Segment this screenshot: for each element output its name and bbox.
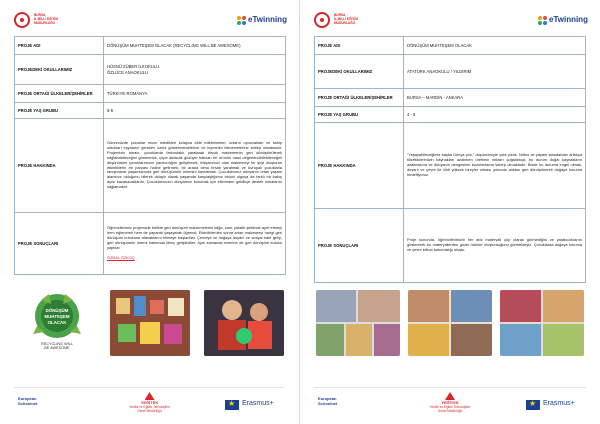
activity-collage-photo: [316, 290, 400, 356]
meb-subtitle: İL MİLLİ EĞİTİM MÜDÜRLÜĞÜ: [34, 17, 58, 25]
table-row: [315, 55, 586, 89]
photo-caption: RECYCLING WILL BE AWESOME: [40, 342, 74, 351]
european-schoolnet-logo: European Schoolnet: [18, 396, 38, 406]
row-label: PROJE SONUÇLARI: [315, 209, 404, 283]
row-value: 4 - 6: [404, 107, 586, 123]
row-value: "Yaşayabileceğimiz başka Dünya yok." düşüncesiyle yola çıktık. Nüfus ve yaşam standartları arttıkça tükettiklerimizin kaynakları azalırken üretimin miktarı çoğaldıkça, bu durum doğal kaynakların azalmasına ve dünyanın dengesinin bozulmasına sebep olmaktadır. Bizde bu duruma engel olmak, duyarlı ve çevre ile ilinti yüksek bireyler olması yolunda atıkları geri dönüştürerek doğaya koruma hedefliyoruz.: [404, 123, 586, 209]
eu-flag-icon: [225, 400, 239, 410]
yegitek-mark-icon: [445, 392, 455, 400]
row-value: DÖNÜŞÜM MUHTEŞEM OLACAK: [404, 37, 586, 55]
erasmus-logo: ★ Erasmus+: [526, 400, 584, 410]
yegitek-logo: YEĞİTEK Yenilik ve Eğitim Teknolojileri Genel Müdürlüğü: [115, 392, 185, 413]
activity-photo: [204, 290, 284, 356]
erasmus-logo: ★ Erasmus+: [225, 400, 283, 410]
row-value: 5-6: [104, 103, 286, 119]
right-page: [300, 0, 600, 424]
table-row: [315, 123, 586, 209]
row-label: PROJE ORTAĞI ÜLKELER/ŞEHİRLER: [315, 89, 404, 107]
row-value: HÜSNÜ ZÜBER İLKOKULU ÖZLÜCE ANAOKULU: [104, 55, 286, 85]
table-row: [15, 55, 286, 85]
page-footer: [314, 387, 586, 418]
table-row: [15, 213, 286, 275]
right-info-table: [314, 36, 586, 283]
etwinning-label: eTwinning: [549, 15, 588, 24]
left-photo-strip: [14, 290, 285, 360]
table-row: [15, 119, 286, 213]
row-value: DÖNÜŞÜM MUHTEŞEM OLACAK (RECYCLING WILL BE AWESOME): [104, 37, 286, 55]
row-label: PROJEDEKİ OKULLARIMIZ: [315, 55, 404, 89]
row-label: PROJE ORTAĞI ÜLKELER/ŞEHİRLER: [15, 85, 104, 103]
project-logo-image: [20, 290, 94, 356]
meb-logo: [314, 12, 374, 34]
row-label: PROJEDEKİ OKULLARIMIZ: [15, 55, 104, 85]
row-value: [104, 213, 286, 275]
meb-subtitle: İL MİLLİ EĞİTİM MÜDÜRLÜĞÜ: [334, 17, 358, 25]
meb-seal-icon: [314, 12, 330, 28]
logo-text-mid: MUHTEŞEM: [44, 314, 70, 319]
row-value: Proje sonunda, öğrencilerimizin her atık materyali çöp olarak görmediğini ve yaratıcılıklarını göstererek bu materyallerden güzel ürünler oluşturduğunu görmekteyiz. Çocuklarda doğaya koruma ve çevre bilinci farkındalığı oluştu.: [404, 209, 586, 283]
table-row: [15, 37, 286, 55]
table-row: [315, 37, 586, 55]
yegitek-mark-icon: [145, 392, 155, 400]
row-label: PROJE ADI: [15, 37, 104, 55]
logo-text-top: DÖNÜŞÜM: [45, 308, 69, 313]
activity-collage-photo: [408, 290, 492, 356]
table-row: [315, 209, 586, 283]
activity-collage-photo: [500, 290, 584, 356]
logo-text-bot: OLACAK: [47, 320, 67, 325]
row-label: PROJE ADI: [315, 37, 404, 55]
row-label: PROJE YAŞ GRUBU: [315, 107, 404, 123]
right-photo-strip: [314, 290, 586, 360]
table-row: [315, 107, 586, 123]
row-value: ATATÜRK ANAOKULU / YILDIRIM: [404, 55, 586, 89]
table-row: [15, 103, 286, 119]
row-label: PROJE HAKKINDA: [15, 119, 104, 213]
page-header: [314, 12, 586, 34]
eu-flag-icon: [526, 400, 540, 410]
meb-title: BURSA: [34, 13, 46, 17]
table-row: [315, 89, 586, 107]
row-label: PROJE SONUÇLARI: [15, 213, 104, 275]
yegitek-logo: YEĞİTEK Yenilik ve Eğitim Teknolojileri Genel Müdürlüğü: [415, 392, 485, 413]
meb-seal-icon: [14, 12, 30, 28]
meb-logo: [14, 12, 74, 34]
row-value: TÜRKİYE-ROMANYA: [104, 85, 286, 103]
meb-title: BURSA: [334, 13, 346, 17]
row-label: PROJE HAKKINDA: [315, 123, 404, 209]
row-value: BURSA – MARDİN - ANKARA: [404, 89, 586, 107]
etwinning-label: eTwinning: [248, 15, 287, 24]
etwinning-dots-icon: [538, 16, 548, 26]
row-label: PROJE YAŞ GRUBU: [15, 103, 104, 119]
author-link[interactable]: ÖZNAL ÖZKOÇ: [107, 254, 135, 260]
table-row: [15, 85, 286, 103]
etwinning-dots-icon: [237, 16, 247, 26]
left-info-table: [14, 36, 286, 275]
page-footer: [14, 387, 285, 418]
activity-photo: [110, 290, 190, 356]
etwinning-logo: [538, 14, 586, 28]
etwinning-logo: [237, 14, 285, 28]
results-text: Öğrencilerimiz projemizle birlikte geri dönüşüm malzemelerini kâğıt, cam, plastik şeklinde ayırt etmeyi hem eğlenerek hem de yaparak yaşayarak öğrendi. Etkinliklerden sonra artan malzemeyi hangi geri dönüşüm kutusuna atacaklarını bilmeye başladılar. Çevreye ve doğaya duyarlı ve sosyal hale gelip, geri dönüşümün önemi hakkında bilinç geliştirdiler. Aynı zamanda evlerine de geri dönüşüm kutusu yaptılar.: [107, 225, 282, 250]
page-header: [14, 12, 285, 34]
row-value: Günümüzde çocuklar mızın istedikleri kolayca elde edebilmeleri, onların oyuncakları ve sahip oldukları eşyaların gereken özeni göstermemelerine ve kıymetini bilmemelerine sebep olmaktadır. Projemizin amacı; çocuklarda farkındalık yaratarak birçok malzemenin geri dönüştürülerek sağlanabileceğini göstermek, çöpe atılacak gözüyle bakılan bir ürünün nasıl değerlendirilebileceğini düşünürken çocuklarımızın yaratıcılığını geliştirmek, ihtiyacımızı olan malzemeyi bir şeyi oluşturan etkinliklerin bir parçası haline getirmek, bir arada olma fırsatı yaratmak ve Avrupalı çocuklarla tanıştırarak yaşamlarında geri dönüşümün önemini kavratmak. Çocuklarımız dünyanın ortak yaşam alanımız olduğunu bilerek dolaylı olarak yaşamda karşılaştığımız birçok olguya da farklı bir bakış açısı kazanacaklardır. Çocuklarımızın dünyamızı korumak için ellerinden geldikçe destek olmalarını sağlamaktır.: [104, 119, 286, 213]
european-schoolnet-logo: European Schoolnet: [318, 396, 338, 406]
